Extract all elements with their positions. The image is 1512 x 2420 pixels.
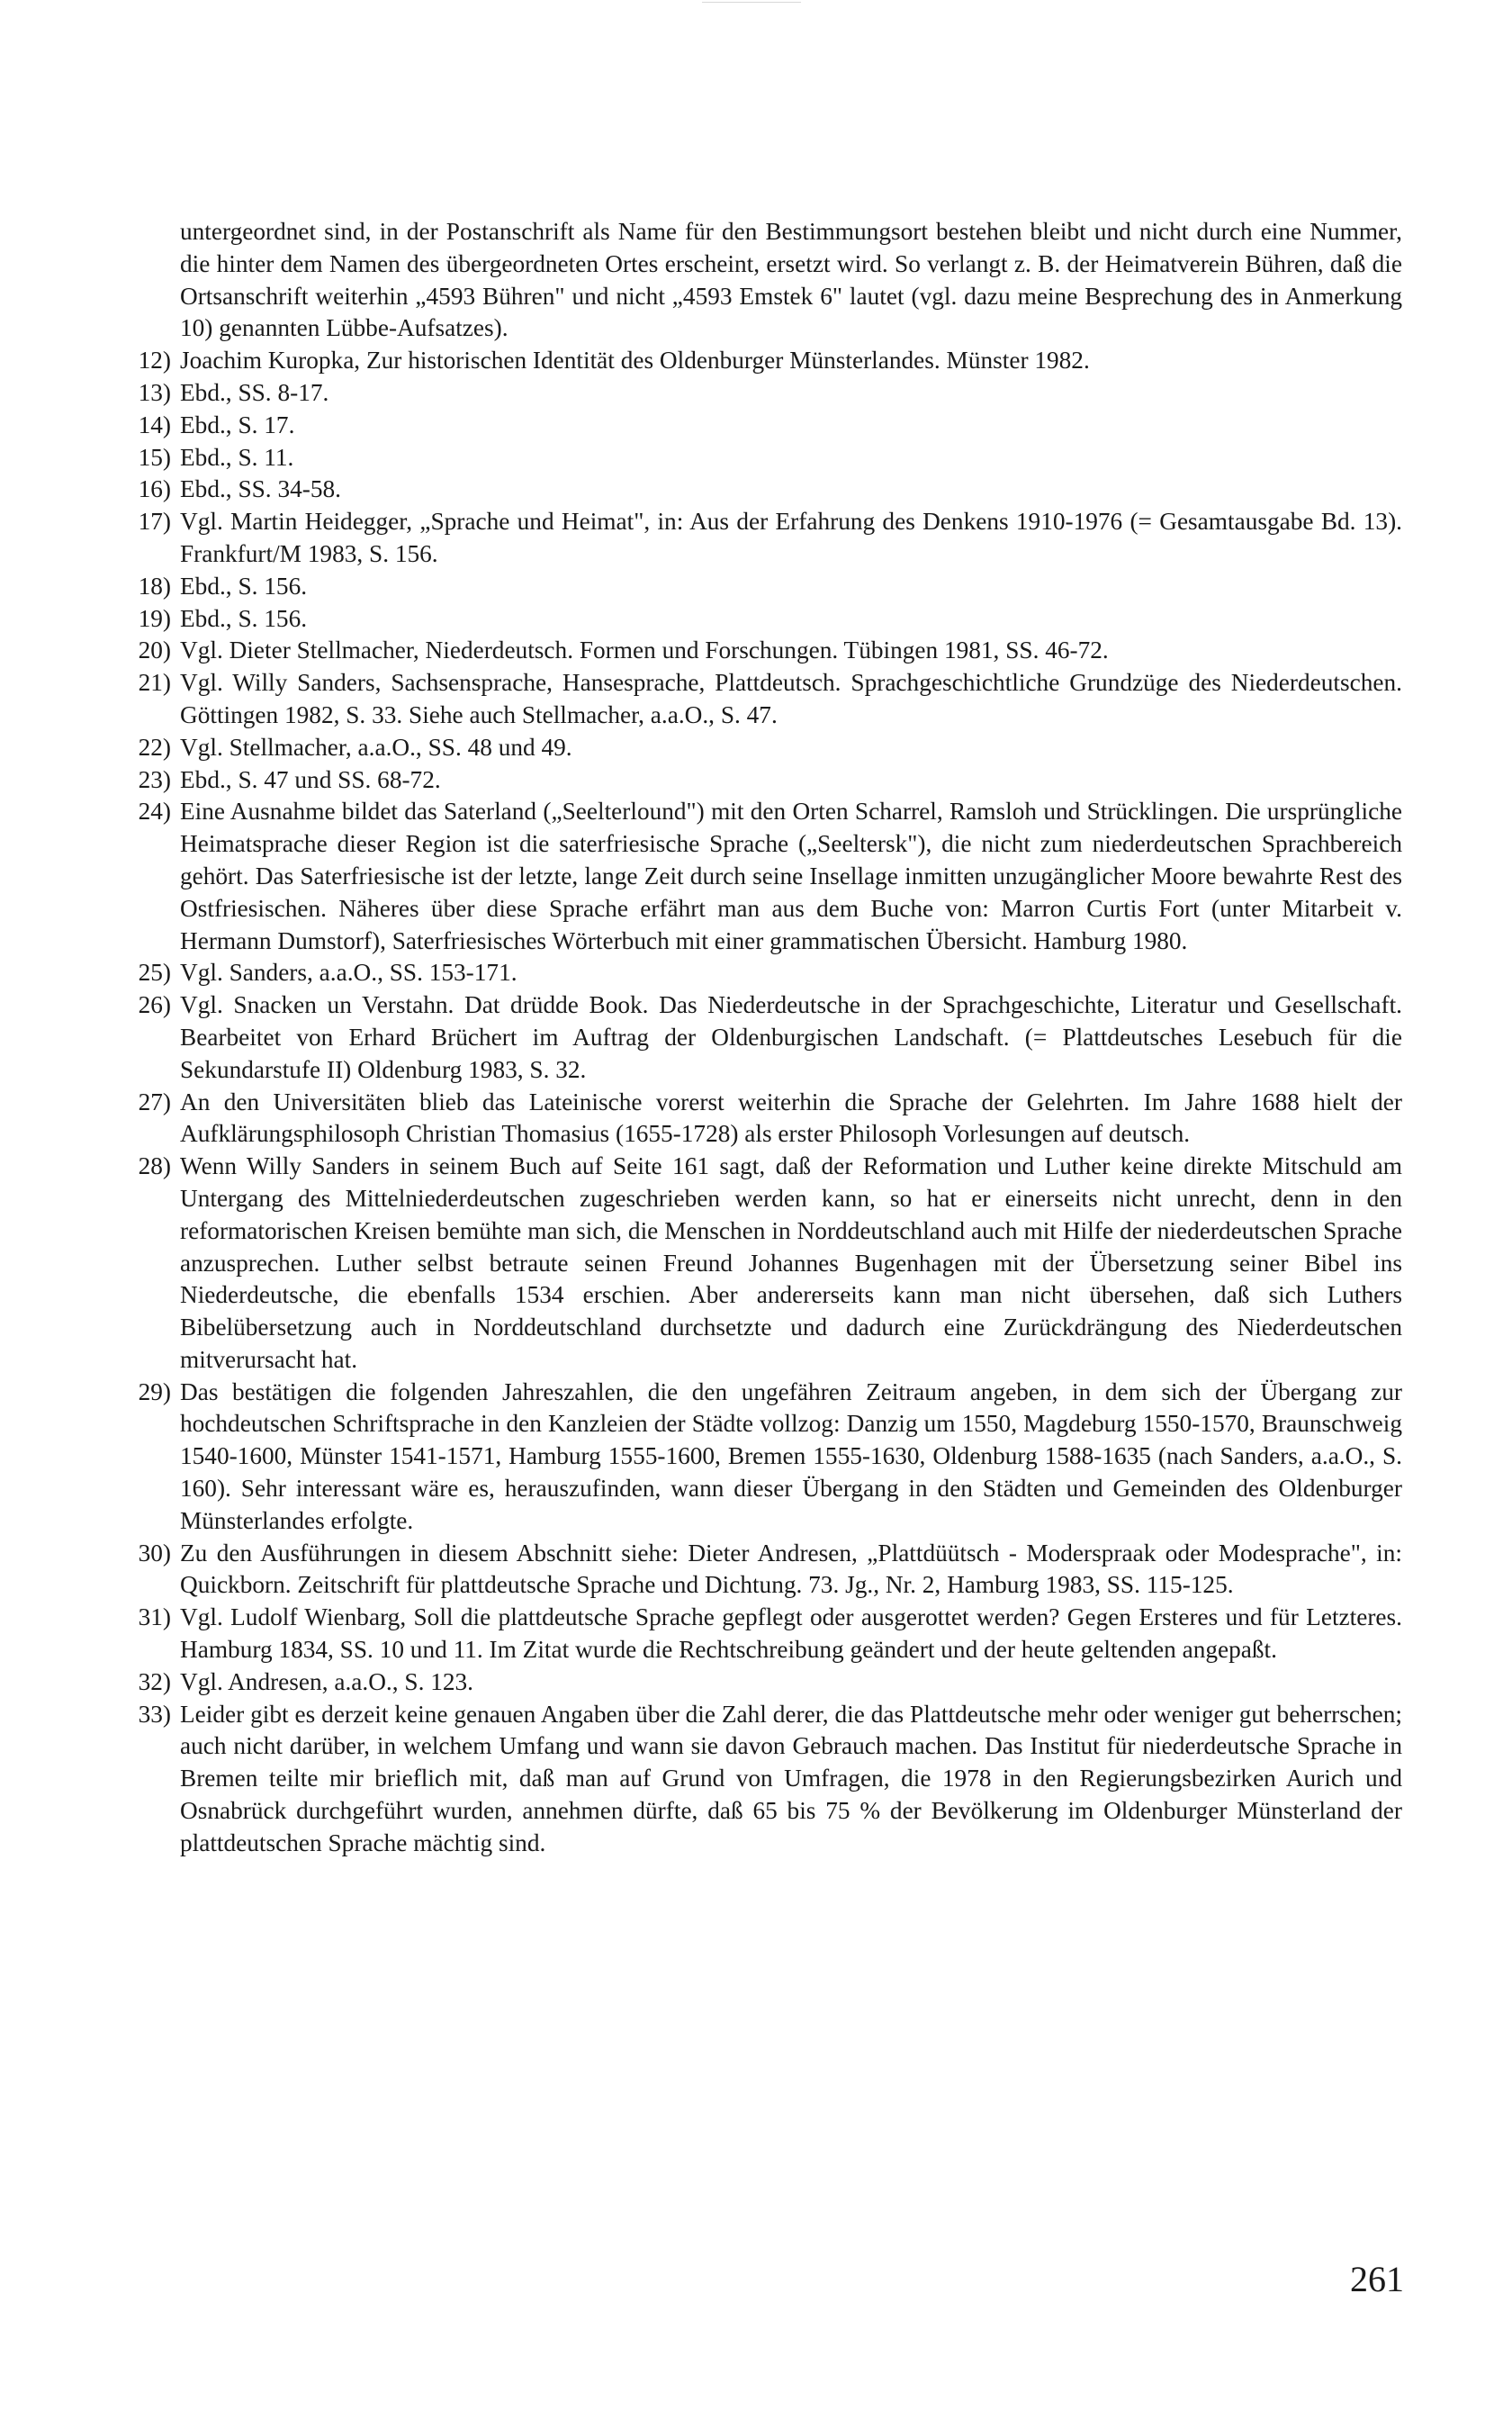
footnote-text: Zu den Ausführungen in diesem Abschnitt siehe: Dieter Andresen, „Plattdüütsch - Moderspraak oder Modesprache", in: Quickborn. Zeitschrift für plattdeutsche Sprache und Dichtung. 73. Jg., Nr. 2, Hamburg 1983, SS. 115-125. (180, 1539, 1402, 1599)
footnote-number: 21) (138, 669, 171, 697)
footnote-text: Vgl. Andresen, a.a.O., S. 123. (180, 1667, 474, 1695)
footnote-23 (121, 764, 1402, 797)
footnote-text: Vgl. Stellmacher, a.a.O., SS. 48 und 49. (180, 733, 572, 761)
footnotes-list (121, 216, 1402, 1860)
footnote-number: 12) (138, 347, 171, 375)
footnote-25 (121, 957, 1402, 989)
footnote-text: Ebd., S. 156. (180, 572, 308, 600)
footnote-24 (121, 796, 1402, 957)
footnote-20 (121, 635, 1402, 667)
footnote-number: 31) (138, 1603, 171, 1631)
footnote-text: Wenn Willy Sanders in seinem Buch auf Seite 161 sagt, daß der Reformation und Luther keine direkte Mitschuld am Untergang des Mittelniederdeutschen zugeschrieben werden kann, so hat er einerseits nicht unrecht, denn in den reformatorischen Kreisen bemühte man sich, die Menschen in Norddeutschland auch mit Hilfe der niederdeutschen Sprache anzusprechen. Luther selbst betraute seinen Freund Johannes Bugenhagen mit der Übersetzung seiner Bibel ins Niederdeutsche, die ebenfalls 1534 erschien. Aber andererseits kann man nicht übersehen, daß sich Luthers Bibelübersetzung auch in Norddeutschland durchsetzte und dadurch eine Zurückdrängung des Niederdeutschen mitverursacht hat. (180, 1152, 1402, 1373)
footnote-text: An den Universitäten blieb das Lateinische vorerst weiterhin die Sprache der Gelehrten. Im Jahre 1688 hielt der Aufklärungsphilosoph Christian Thomasius (1655-1728) als erster Philosoph Vorlesungen auf deutsch. (180, 1088, 1402, 1148)
footnote-number: 22) (138, 733, 171, 761)
footnote-17 (121, 506, 1402, 571)
footnote-text: Vgl. Dieter Stellmacher, Niederdeutsch. Formen und Forschungen. Tübingen 1981, SS. 46-72. (180, 637, 1109, 664)
footnote-32 (121, 1666, 1402, 1699)
footnote-13 (121, 377, 1402, 410)
footnote-number: 29) (138, 1377, 171, 1405)
footnote-number: 25) (138, 959, 171, 987)
footnote-text: Ebd., S. 156. (180, 604, 308, 632)
footnote-text: untergeordnet sind, in der Postanschrift als Name für den Bestimmungsort bestehen bleibt und nicht durch eine Nummer, die hinter dem Namen des übergeordneten Ortes erscheint, ersetzt wird. So verlangt z. B. der Heimatverein Bühren, daß die Ortsanschrift weiterhin „4593 Bühren" und nicht „4593 Emstek 6" lautet (vgl. dazu meine Besprechung des in Anmerkung 10) genannten Lübbe-Aufsatzes). (180, 218, 1402, 342)
footnote-33 (121, 1699, 1402, 1860)
footnote-number: 30) (138, 1539, 171, 1567)
footnote-text: Vgl. Sanders, a.a.O., SS. 153-171. (180, 959, 518, 987)
footnote-number: 14) (138, 411, 171, 438)
footnote-number: 33) (138, 1700, 171, 1728)
footnote-text: Vgl. Martin Heidegger, „Sprache und Heimat", in: Aus der Erfahrung des Denkens 1910-1976 (= Gesamtausgabe Bd. 13). Frankfurt/M 1983, S. 156. (180, 508, 1402, 567)
footnote-text: Vgl. Snacken un Verstahn. Dat drüdde Book. Das Niederdeutsche in der Sprachgeschichte, Literatur und Gesellschaft. Bearbeitet von Erhard Brüchert im Auftrag der Oldenburgischen Landschaft. (= Plattdeutsches Lesebuch für die Sekundarstufe II) Oldenburg 1983, S. 32. (180, 991, 1402, 1083)
footnote-31 (121, 1602, 1402, 1666)
footnote-21 (121, 667, 1402, 732)
footnote-text: Joachim Kuropka, Zur historischen Identität des Oldenburger Münsterlandes. Münster 1982. (180, 347, 1090, 375)
footnote-number: 18) (138, 572, 171, 600)
footnote-number: 15) (138, 443, 171, 471)
footnote-number: 24) (138, 798, 171, 826)
footnote-number: 13) (138, 378, 171, 406)
footnote-text: Ebd., SS. 34-58. (180, 475, 341, 503)
footnote-number: 26) (138, 991, 171, 1019)
footnote-text: Ebd., SS. 8-17. (180, 378, 329, 406)
footnote-19 (121, 603, 1402, 636)
footnote-number: 20) (138, 637, 171, 664)
footnote-text: Vgl. Ludolf Wienbarg, Soll die plattdeutsche Sprache gepflegt oder ausgerottet werden? Gegen Ersteres und für Letzteres. Hamburg 1834, SS. 10 und 11. Im Zitat wurde die Rechtschreibung geändert und der heute geltenden angepaßt. (180, 1603, 1402, 1664)
footnote-number: 27) (138, 1088, 171, 1115)
footnote-27 (121, 1087, 1402, 1151)
footnote-text: Leider gibt es derzeit keine genauen Angaben über die Zahl derer, die das Plattdeutsche mehr oder weniger gut beherrschen; auch nicht darüber, in welchem Umfang und wann sie davon Gebrauch machen. Das Institut für niederdeutsche Sprache in Bremen teilte mir brieflich mit, daß man auf Grund von Umfragen, die 1978 in den Regierungsbezirken Aurich und Osnabrück durchgeführt wurden, annehmen dürfte, daß 65 bis 75 % der Bevölkerung im Oldenburger Münsterland der plattdeutschen Sprache mächtig sind. (180, 1700, 1402, 1856)
footnote-number: 23) (138, 765, 171, 793)
footnote-16 (121, 474, 1402, 506)
footnote-29 (121, 1377, 1402, 1538)
footnote-number: 19) (138, 604, 171, 632)
footnote-text: Vgl. Willy Sanders, Sachsensprache, Hansesprache, Plattdeutsch. Sprachgeschichtliche Grundzüge des Niederdeutschen. Göttingen 1982, S. 33. Siehe auch Stellmacher, a.a.O., S. 47. (180, 669, 1402, 728)
page-number: 261 (1350, 2259, 1404, 2299)
footnote-number: 28) (138, 1152, 171, 1180)
footnote-text: Ebd., S. 11. (180, 443, 294, 471)
footnote-text: Eine Ausnahme bildet das Saterland („Seelterlound") mit den Orten Scharrel, Ramsloh und Strücklingen. Die ursprüngliche Heimatsprache dieser Region ist die saterfriesische Sprache („Seeltersk"), die nicht zum niederdeutschen Sprachbereich gehört. Das Saterfriesische ist der letzte, lange Zeit durch seine Insellage inmitten unzugänglicher Moore bewahrte Rest des Ostfriesischen. Näheres über diese Sprache erfährt man aus dem Buche von: Marron Curtis Fort (unter Mitarbeit v. Hermann Dumstorf), Saterfriesisches Wörterbuch mit einer grammatischen Übersicht. Hamburg 1980. (180, 798, 1402, 954)
footnote-continuation (121, 216, 1402, 345)
footnote-22 (121, 732, 1402, 764)
footnote-12 (121, 345, 1402, 377)
footnote-30 (121, 1538, 1402, 1603)
footnote-28 (121, 1151, 1402, 1377)
scan-edge-mark (702, 2, 801, 3)
footnote-number: 17) (138, 508, 171, 536)
footnote-number: 32) (138, 1667, 171, 1695)
footnote-text: Ebd., S. 17. (180, 411, 295, 438)
footnote-text: Das bestätigen die folgenden Jahreszahlen, die den ungefähren Zeitraum angeben, in dem sich der Übergang zur hochdeutschen Schriftsprache in den Kanzleien der Städte vollzog: Danzig um 1550, Magdeburg 1550-1570, Braunschweig 1540-1600, Münster 1541-1571, Hamburg 1555-1600, Bremen 1555-1630, Oldenburg 1588-1635 (nach Sanders, a.a.O., S. 160). Sehr interessant wäre es, herauszufinden, wann dieser Übergang in den Städten und Gemeinden des Oldenburger Münsterlandes erfolgte. (180, 1377, 1402, 1534)
footnote-26 (121, 989, 1402, 1086)
footnote-15 (121, 442, 1402, 474)
footnote-text: Ebd., S. 47 und SS. 68-72. (180, 765, 441, 793)
footnote-number: 16) (138, 475, 171, 503)
footnote-14 (121, 410, 1402, 442)
footnote-18 (121, 571, 1402, 603)
